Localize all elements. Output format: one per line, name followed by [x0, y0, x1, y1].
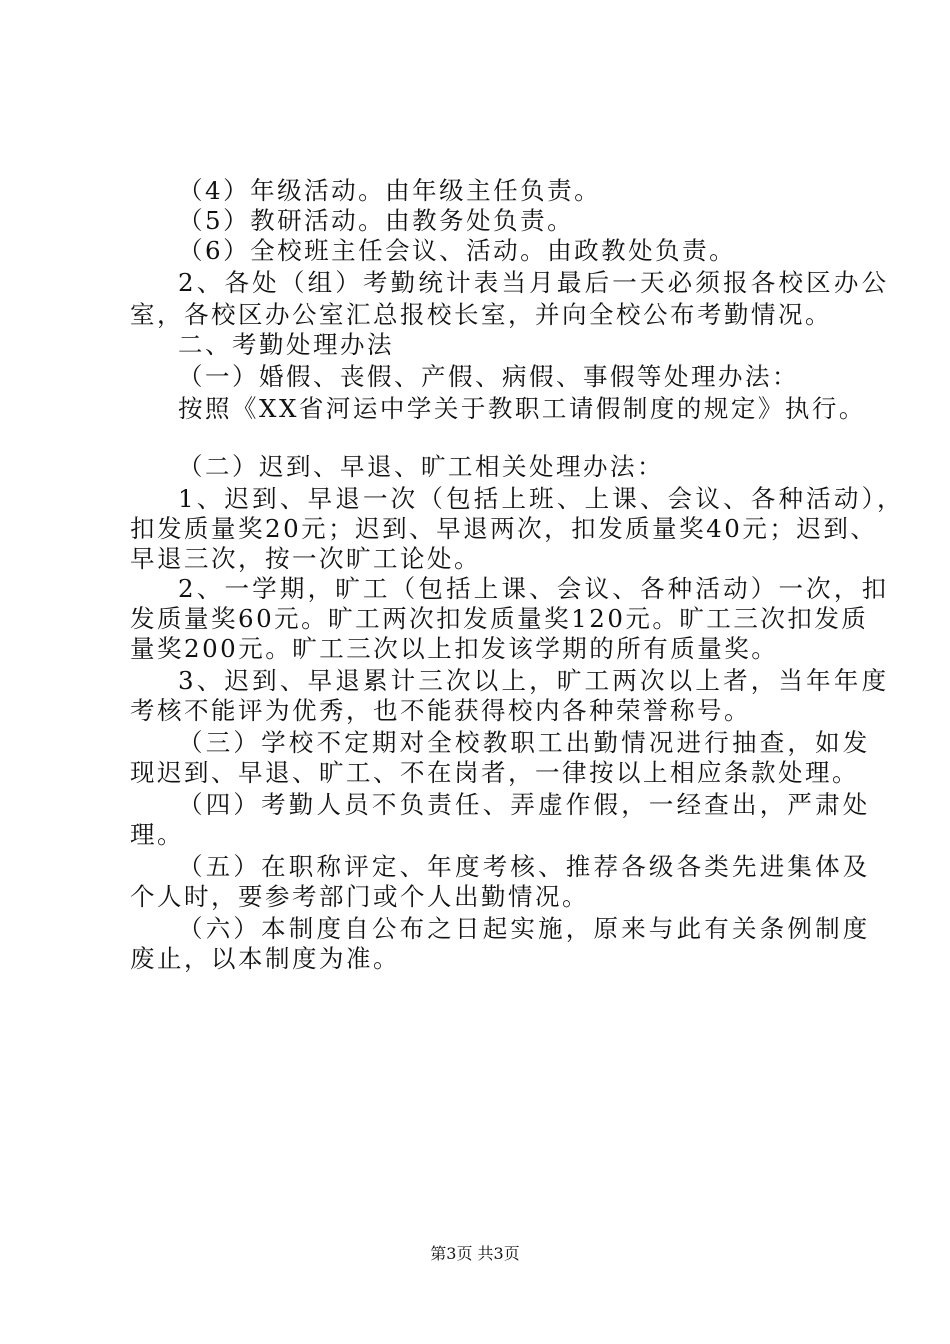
- text-line-evaluation-second: 个人时，要参考部门或个人出勤情况。: [130, 882, 589, 911]
- text-line-6-head-teacher-meeting: （6）全校班主任会议、活动。由政教处负责。: [178, 236, 737, 265]
- text-line-staff-responsibility-second: 理。: [130, 820, 184, 849]
- text-line-4-grade-activity: （4）年级活动。由年级主任负责。: [178, 176, 602, 205]
- text-line-item2-first: 2、各处（组）考勤统计表当月最后一天必须报各校区办公: [178, 268, 890, 297]
- text-line-spot-check-second: 现迟到、早退、旷工、不在岗者，一律按以上相应条款处理。: [130, 758, 859, 787]
- text-line-late-early-absence-heading: （二）迟到、早退、旷工相关处理办法：: [178, 452, 664, 481]
- text-line-spot-check-first: （三）学校不定期对全校教职工出勤情况进行抽查，如发: [178, 728, 871, 757]
- text-line-leave-regulation: 按照《XX省河运中学关于教职工请假制度的规定》执行。: [178, 394, 866, 423]
- text-line-absence-rule-third: 量奖200元。旷工三次以上扣发该学期的所有质量奖。: [130, 634, 779, 663]
- text-line-late-rule-first: 1、迟到、早退一次（包括上班、上课、会议、各种活动），: [178, 484, 905, 513]
- text-line-evaluation-first: （五）在职称评定、年度考核、推荐各级各类先进集体及: [178, 852, 871, 881]
- text-line-effective-date-second: 废止，以本制度为准。: [130, 944, 400, 973]
- section-heading-attendance-handling: 二、考勤处理办法: [178, 330, 394, 359]
- page-number-footer: 第3页 共3页: [430, 1244, 520, 1263]
- text-line-cumulative-rule-second: 考核不能评为优秀，也不能获得校内各种荣誉称号。: [130, 696, 751, 725]
- text-line-leave-handling: （一）婚假、丧假、产假、病假、事假等处理办法：: [178, 362, 799, 391]
- text-line-cumulative-rule-first: 3、迟到、早退累计三次以上，旷工两次以上者，当年年度: [178, 666, 890, 695]
- text-line-late-rule-third: 早退三次，按一次旷工论处。: [130, 544, 481, 573]
- text-line-effective-date-first: （六）本制度自公布之日起实施，原来与此有关条例制度: [178, 914, 871, 943]
- text-line-staff-responsibility-first: （四）考勤人员不负责任、弄虚作假，一经查出，严肃处: [178, 790, 871, 819]
- text-line-absence-rule-first: 2、一学期，旷工（包括上课、会议、各种活动）一次，扣: [178, 574, 890, 603]
- text-line-late-rule-second: 扣发质量奖20元；迟到、早退两次，扣发质量奖40元；迟到、: [130, 514, 878, 543]
- text-line-item2-second: 室，各校区办公室汇总报校长室，并向全校公布考勤情况。: [130, 300, 832, 329]
- text-line-absence-rule-second: 发质量奖60元。旷工两次扣发质量奖120元。旷工三次扣发质: [130, 604, 869, 633]
- text-line-5-teaching-research: （5）教研活动。由教务处负责。: [178, 206, 575, 235]
